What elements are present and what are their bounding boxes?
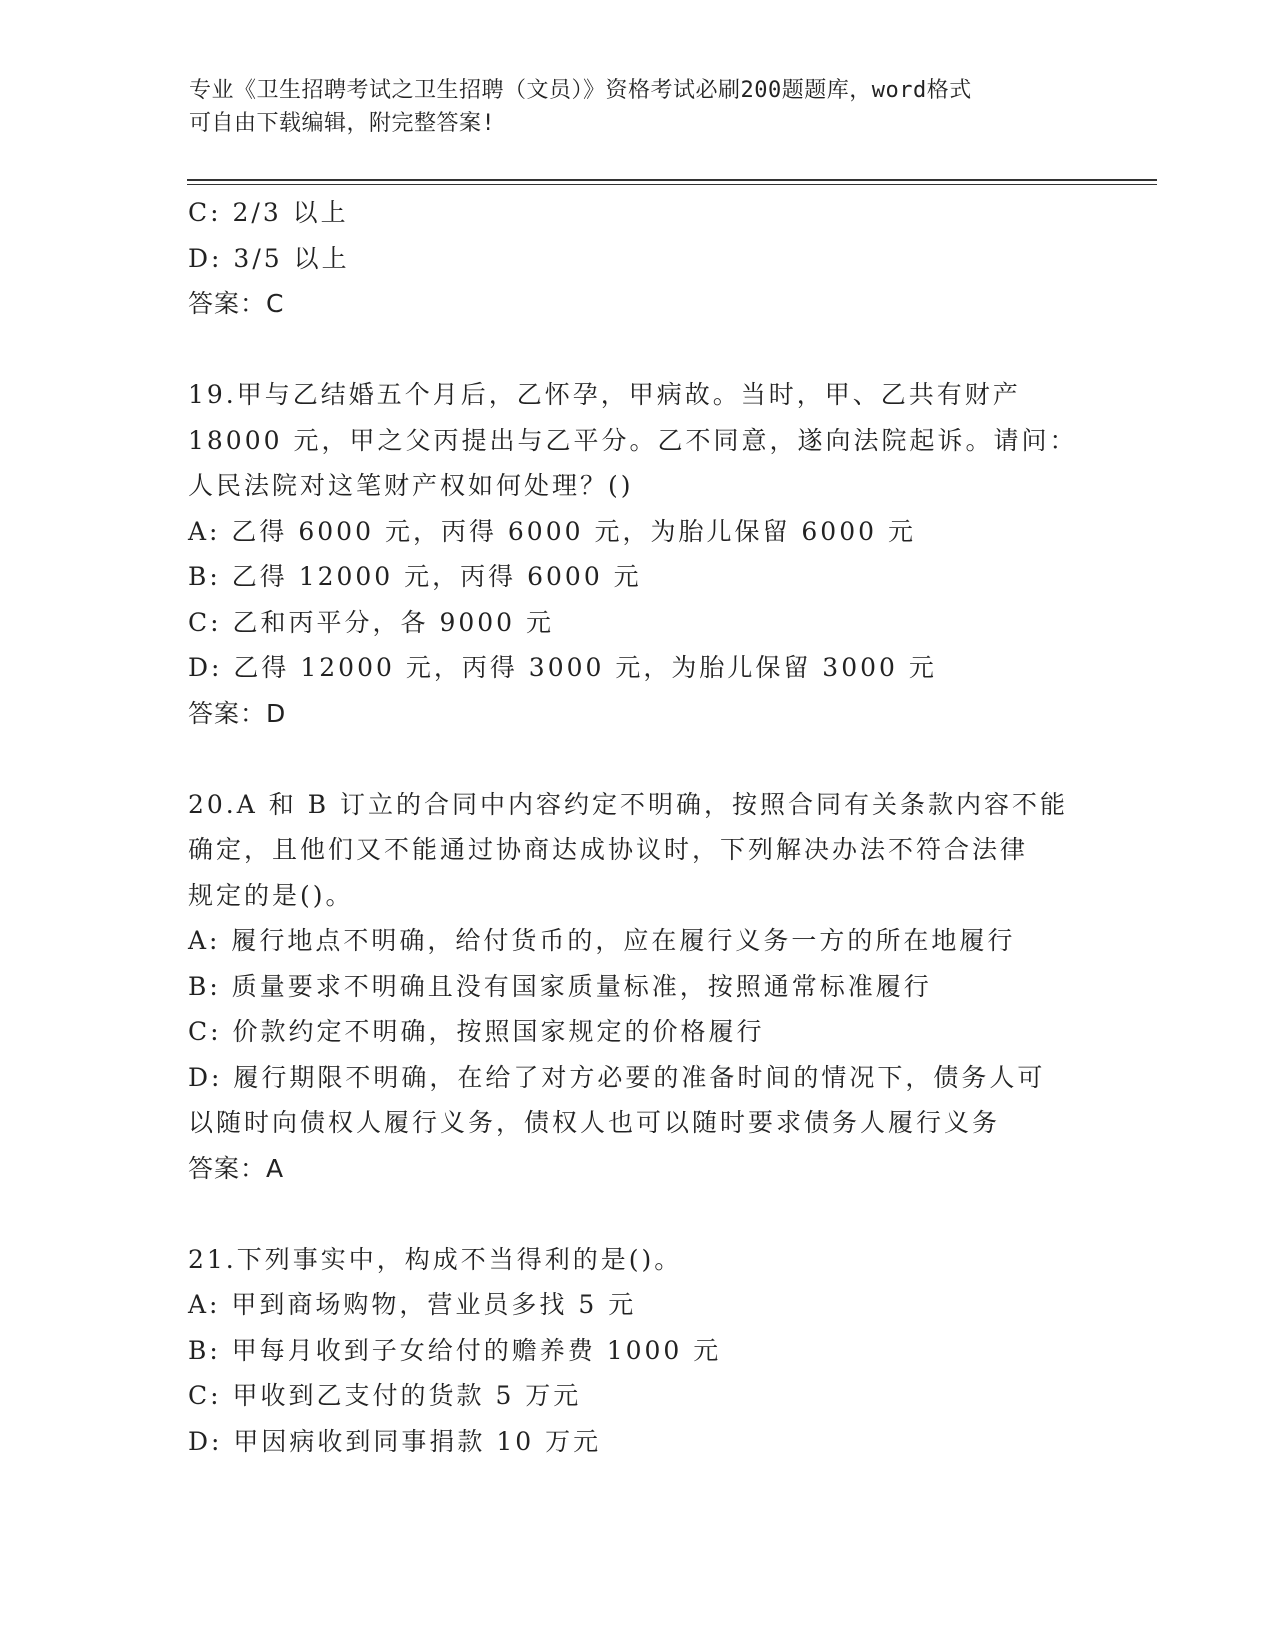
option-d: D: 履行期限不明确，在给了对方必要的准备时间的情况下，债务人可 [188, 1062, 1046, 1092]
header-divider [187, 184, 1157, 185]
question-stem: 20.A 和 B 订立的合同中内容约定不明确，按照合同有关条款内容不能 [188, 789, 1069, 819]
header-line: 专业《卫生招聘考试之卫生招聘（文员）》资格考试必刷200题题库，word格式 [189, 78, 972, 103]
answer: 答案：A [188, 1153, 285, 1183]
header-line: 可自由下载编辑，附完整答案! [189, 111, 496, 136]
question-20 [188, 782, 1088, 1192]
option-c: C: 价款约定不明确，按照国家规定的价格履行 [188, 1017, 765, 1046]
question-stem: 人民法院对这笔财产权如何处理？() [188, 471, 634, 500]
question-stem: 确定，且他们又不能通过协商达成协议时，下列解决办法不符合法律 [188, 835, 1029, 864]
option-c: C: 乙和丙平分，各 9000 元 [188, 607, 555, 637]
question-stem: 规定的是()。 [188, 880, 354, 910]
option-a: A: 乙得 6000 元，丙得 6000 元，为胎儿保留 6000 元 [188, 516, 916, 546]
option-d: D: 3/5 以上 [188, 243, 350, 273]
question-stem: 21.下列事实中，构成不当得利的是()。 [188, 1244, 683, 1274]
answer: 答案：C [188, 289, 285, 318]
spacer [188, 736, 1088, 782]
spacer [188, 327, 1088, 373]
option-b: B: 质量要求不明确且没有国家质量标准，按照通常标准履行 [188, 971, 932, 1001]
option-b: B: 甲每月收到子女给付的赡养费 1000 元 [188, 1335, 722, 1365]
question-19 [188, 372, 1088, 736]
question-stem: 19.甲与乙结婚五个月后，乙怀孕，甲病故。当时，甲、乙共有财产 [188, 380, 1021, 409]
question-list [188, 190, 1088, 1464]
answer: 答案：D [188, 698, 287, 728]
header-divider [187, 179, 1157, 181]
option-a: A: 履行地点不明确，给付货币的，应在履行义务一方的所在地履行 [188, 926, 1016, 955]
option-d: D: 甲因病收到同事捐款 10 万元 [188, 1426, 602, 1456]
option-d-continued: 以随时向债权人履行义务，债权人也可以随时要求债务人履行义务 [188, 1108, 1001, 1137]
option-b: B: 乙得 12000 元，丙得 6000 元 [188, 562, 642, 591]
question-18-tail [188, 190, 1088, 327]
question-21 [188, 1237, 1088, 1465]
page-header [189, 74, 1069, 140]
option-c: C: 甲收到乙支付的货款 5 万元 [188, 1381, 582, 1410]
spacer [188, 1191, 1088, 1237]
option-a: A: 甲到商场购物，营业员多找 5 元 [188, 1290, 637, 1319]
option-d: D: 乙得 12000 元，丙得 3000 元，为胎儿保留 3000 元 [188, 653, 937, 682]
option-c: C: 2/3 以上 [188, 198, 349, 227]
question-stem: 18000 元，甲之父丙提出与乙平分。乙不同意，遂向法院起诉。请问： [188, 425, 1078, 455]
